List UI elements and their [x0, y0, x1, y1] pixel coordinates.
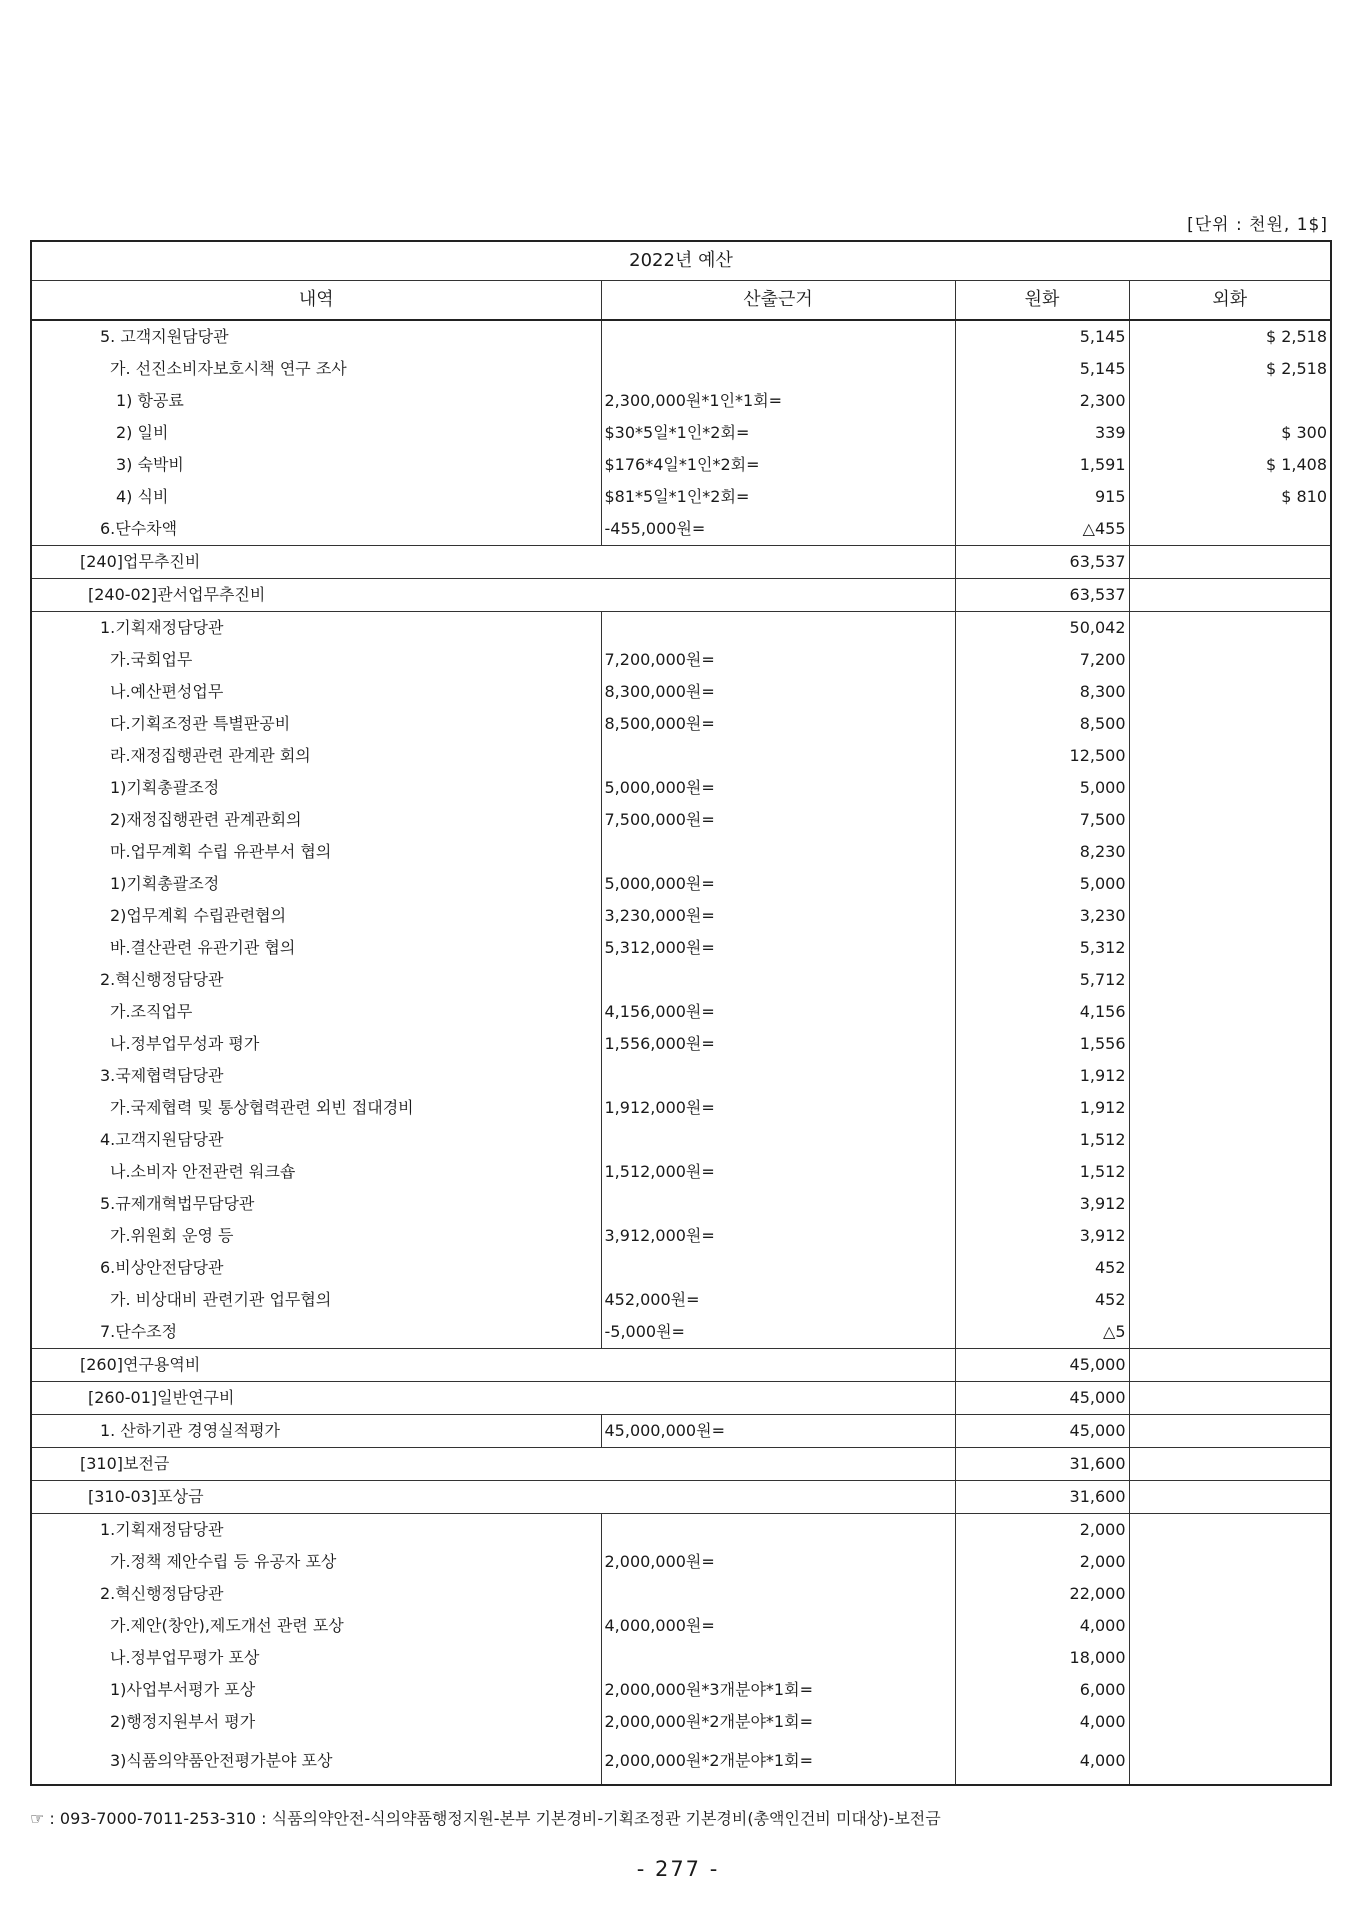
basis-cell: 1,556,000원=	[601, 1028, 955, 1060]
table-row	[31, 1415, 1331, 1448]
budget-table	[30, 240, 1332, 1786]
krw-cell: 1,512	[955, 1156, 1129, 1188]
table-row	[31, 1546, 1331, 1578]
basis-cell: 2,000,000원=	[601, 1546, 955, 1578]
krw-cell: 22,000	[955, 1578, 1129, 1610]
basis-cell: -5,000원=	[601, 1316, 955, 1349]
basis-cell	[601, 1514, 955, 1547]
usd-cell: $ 300	[1129, 417, 1331, 449]
item-cell: 1)기획총괄조정	[31, 772, 601, 804]
usd-cell	[1129, 772, 1331, 804]
table-row	[31, 513, 1331, 546]
usd-cell	[1129, 644, 1331, 676]
usd-cell	[1129, 676, 1331, 708]
col-header-basis: 산출근거	[601, 281, 955, 321]
krw-cell: 3,230	[955, 900, 1129, 932]
krw-cell: 45,000	[955, 1415, 1129, 1448]
usd-cell	[1129, 513, 1331, 546]
usd-cell: $ 810	[1129, 481, 1331, 513]
krw-cell: 5,712	[955, 964, 1129, 996]
table-row	[31, 1220, 1331, 1252]
item-cell: 나.예산편성업무	[31, 676, 601, 708]
krw-cell: 1,556	[955, 1028, 1129, 1060]
item-cell: 2) 일비	[31, 417, 601, 449]
usd-cell	[1129, 1316, 1331, 1349]
subcategory-cell: [310-03]포상금	[31, 1481, 955, 1514]
table-row	[31, 1674, 1331, 1706]
basis-cell	[601, 1060, 955, 1092]
usd-cell	[1129, 1092, 1331, 1124]
basis-cell: 8,500,000원=	[601, 708, 955, 740]
table-row	[31, 900, 1331, 932]
item-cell: 4.고객지원담당관	[31, 1124, 601, 1156]
basis-cell: $30*5일*1인*2회=	[601, 417, 955, 449]
basis-cell: 1,912,000원=	[601, 1092, 955, 1124]
krw-cell: 2,000	[955, 1514, 1129, 1547]
item-cell: 6.단수차액	[31, 513, 601, 546]
basis-cell: 2,000,000원*2개분야*1회=	[601, 1706, 955, 1738]
usd-cell	[1129, 836, 1331, 868]
usd-cell	[1129, 996, 1331, 1028]
basis-cell: 4,156,000원=	[601, 996, 955, 1028]
basis-cell: 3,912,000원=	[601, 1220, 955, 1252]
usd-cell: $ 2,518	[1129, 320, 1331, 353]
subcategory-cell: [240-02]관서업무추진비	[31, 579, 955, 612]
basis-cell: 3,230,000원=	[601, 900, 955, 932]
table-row	[31, 481, 1331, 513]
table-row	[31, 836, 1331, 868]
unit-label: [단위 : 천원, 1$]	[1187, 215, 1328, 235]
item-cell: 가.국회업무	[31, 644, 601, 676]
item-cell: 3.국제협력담당관	[31, 1060, 601, 1092]
item-cell: 4) 식비	[31, 481, 601, 513]
table-row	[31, 320, 1331, 353]
usd-cell	[1129, 1252, 1331, 1284]
krw-cell: 63,537	[955, 579, 1129, 612]
item-cell: 5.규제개혁법무담당관	[31, 1188, 601, 1220]
usd-cell	[1129, 1284, 1331, 1316]
krw-cell: 5,145	[955, 353, 1129, 385]
krw-cell: 339	[955, 417, 1129, 449]
usd-cell	[1129, 546, 1331, 579]
basis-cell	[601, 964, 955, 996]
subcategory-cell: [260-01]일반연구비	[31, 1382, 955, 1415]
krw-cell: 7,500	[955, 804, 1129, 836]
krw-cell: 4,000	[955, 1738, 1129, 1785]
usd-cell	[1129, 1674, 1331, 1706]
basis-cell: 2,300,000원*1인*1회=	[601, 385, 955, 417]
krw-cell: 4,156	[955, 996, 1129, 1028]
krw-cell: 452	[955, 1252, 1129, 1284]
item-cell: 가. 비상대비 관련기관 업무협의	[31, 1284, 601, 1316]
basis-cell	[601, 320, 955, 353]
item-cell: 가.정책 제안수립 등 유공자 포상	[31, 1546, 601, 1578]
item-cell: 1.기획재정담당관	[31, 612, 601, 645]
basis-cell: 2,000,000원*3개분야*1회=	[601, 1674, 955, 1706]
krw-cell: 12,500	[955, 740, 1129, 772]
item-cell: 2)업무계획 수립관련협의	[31, 900, 601, 932]
item-cell: 나.정부업무성과 평가	[31, 1028, 601, 1060]
table-row	[31, 385, 1331, 417]
basis-cell: 7,200,000원=	[601, 644, 955, 676]
basis-cell	[601, 1252, 955, 1284]
usd-cell	[1129, 1156, 1331, 1188]
basis-cell	[601, 353, 955, 385]
usd-cell	[1129, 1060, 1331, 1092]
usd-cell	[1129, 740, 1331, 772]
usd-cell	[1129, 932, 1331, 964]
krw-cell: 4,000	[955, 1610, 1129, 1642]
usd-cell	[1129, 1481, 1331, 1514]
item-cell: 가.조직업무	[31, 996, 601, 1028]
table-row	[31, 1316, 1331, 1349]
krw-cell: 5,145	[955, 320, 1129, 353]
usd-cell	[1129, 1028, 1331, 1060]
usd-cell: $ 1,408	[1129, 449, 1331, 481]
table-row	[31, 772, 1331, 804]
krw-cell: 1,912	[955, 1092, 1129, 1124]
item-cell: 6.비상안전담당관	[31, 1252, 601, 1284]
krw-cell: 2,000	[955, 1546, 1129, 1578]
table-row	[31, 546, 1331, 579]
basis-cell: 8,300,000원=	[601, 676, 955, 708]
table-row	[31, 932, 1331, 964]
col-header-item: 내역	[31, 281, 601, 321]
table-row	[31, 1738, 1331, 1785]
krw-cell: 3,912	[955, 1188, 1129, 1220]
category-cell: [260]연구용역비	[31, 1349, 955, 1382]
usd-cell	[1129, 1349, 1331, 1382]
item-cell: 1. 산하기관 경영실적평가	[31, 1415, 601, 1448]
krw-cell: 6,000	[955, 1674, 1129, 1706]
item-cell: 나.정부업무평가 포상	[31, 1642, 601, 1674]
table-row	[31, 708, 1331, 740]
table-row	[31, 1252, 1331, 1284]
item-cell: 2.혁신행정담당관	[31, 1578, 601, 1610]
table-row	[31, 449, 1331, 481]
item-cell: 5. 고객지원담당관	[31, 320, 601, 353]
usd-cell: $ 2,518	[1129, 353, 1331, 385]
table-row	[31, 1514, 1331, 1547]
basis-cell	[601, 836, 955, 868]
item-cell: 3) 숙박비	[31, 449, 601, 481]
basis-cell: 4,000,000원=	[601, 1610, 955, 1642]
basis-cell: 7,500,000원=	[601, 804, 955, 836]
table-row	[31, 1188, 1331, 1220]
krw-cell: 31,600	[955, 1481, 1129, 1514]
table-row	[31, 579, 1331, 612]
krw-cell: 31,600	[955, 1448, 1129, 1481]
krw-cell: 1,912	[955, 1060, 1129, 1092]
basis-cell: 45,000,000원=	[601, 1415, 955, 1448]
usd-cell	[1129, 1124, 1331, 1156]
item-cell: 3)식품의약품안전평가분야 포상	[31, 1738, 601, 1785]
category-cell: [310]보전금	[31, 1448, 955, 1481]
krw-cell: 4,000	[955, 1706, 1129, 1738]
col-header-usd: 외화	[1129, 281, 1331, 321]
krw-cell: 7,200	[955, 644, 1129, 676]
table-row	[31, 1060, 1331, 1092]
item-cell: 가. 선진소비자보호시책 연구 조사	[31, 353, 601, 385]
item-cell: 다.기획조정관 특별판공비	[31, 708, 601, 740]
usd-cell	[1129, 900, 1331, 932]
item-cell: 2)재정집행관련 관계관회의	[31, 804, 601, 836]
item-cell: 마.업무계획 수립 유관부서 협의	[31, 836, 601, 868]
usd-cell	[1129, 1514, 1331, 1547]
table-row	[31, 1092, 1331, 1124]
item-cell: 1)사업부서평가 포상	[31, 1674, 601, 1706]
krw-cell: 45,000	[955, 1349, 1129, 1382]
usd-cell	[1129, 1188, 1331, 1220]
krw-cell: 5,312	[955, 932, 1129, 964]
basis-cell	[601, 1124, 955, 1156]
table-row	[31, 417, 1331, 449]
krw-cell: 63,537	[955, 546, 1129, 579]
krw-cell: 5,000	[955, 868, 1129, 900]
table-row	[31, 1028, 1331, 1060]
krw-cell: △455	[955, 513, 1129, 546]
krw-cell: 50,042	[955, 612, 1129, 645]
budget-code-footnote: ☞ : 093-7000-7011-253-310 : 식품의약안전-식의약품행정지원-본부 기본경비-기획조정관 기본경비(총액인건비 미대상)-보전금	[30, 1809, 941, 1828]
category-cell: [240]업무추진비	[31, 546, 955, 579]
item-cell: 2.혁신행정담당관	[31, 964, 601, 996]
page-number: - 277 -	[636, 1857, 720, 1881]
item-cell: 1)기획총괄조정	[31, 868, 601, 900]
krw-cell: 8,300	[955, 676, 1129, 708]
table-row	[31, 676, 1331, 708]
table-row	[31, 612, 1331, 645]
krw-cell: 1,512	[955, 1124, 1129, 1156]
basis-cell: -455,000원=	[601, 513, 955, 546]
table-row	[31, 1284, 1331, 1316]
usd-cell	[1129, 385, 1331, 417]
table-row	[31, 1382, 1331, 1415]
basis-cell: 5,000,000원=	[601, 868, 955, 900]
table-row	[31, 1578, 1331, 1610]
basis-cell: $176*4일*1인*2회=	[601, 449, 955, 481]
table-row	[31, 964, 1331, 996]
usd-cell	[1129, 1382, 1331, 1415]
krw-cell: 915	[955, 481, 1129, 513]
item-cell: 라.재정집행관련 관계관 회의	[31, 740, 601, 772]
item-cell: 1) 항공료	[31, 385, 601, 417]
usd-cell	[1129, 612, 1331, 645]
table-title: 2022년 예산	[31, 241, 1331, 281]
krw-cell: 452	[955, 1284, 1129, 1316]
table-row	[31, 1610, 1331, 1642]
item-cell: 1.기획재정담당관	[31, 1514, 601, 1547]
table-row	[31, 644, 1331, 676]
table-row	[31, 804, 1331, 836]
basis-cell	[601, 1578, 955, 1610]
krw-cell: 3,912	[955, 1220, 1129, 1252]
item-cell: 가.제안(창안),제도개선 관련 포상	[31, 1610, 601, 1642]
table-row	[31, 868, 1331, 900]
table-row	[31, 353, 1331, 385]
table-row	[31, 1124, 1331, 1156]
krw-cell: △5	[955, 1316, 1129, 1349]
usd-cell	[1129, 1415, 1331, 1448]
basis-cell: 5,000,000원=	[601, 772, 955, 804]
table-row	[31, 1349, 1331, 1382]
basis-cell: $81*5일*1인*2회=	[601, 481, 955, 513]
usd-cell	[1129, 964, 1331, 996]
usd-cell	[1129, 1642, 1331, 1674]
basis-cell	[601, 1188, 955, 1220]
basis-cell: 452,000원=	[601, 1284, 955, 1316]
usd-cell	[1129, 804, 1331, 836]
basis-cell	[601, 740, 955, 772]
usd-cell	[1129, 868, 1331, 900]
basis-cell: 2,000,000원*2개분야*1회=	[601, 1738, 955, 1785]
table-row	[31, 1642, 1331, 1674]
krw-cell: 8,230	[955, 836, 1129, 868]
krw-cell: 8,500	[955, 708, 1129, 740]
item-cell: 바.결산관련 유관기관 협의	[31, 932, 601, 964]
usd-cell	[1129, 1448, 1331, 1481]
usd-cell	[1129, 1578, 1331, 1610]
table-row	[31, 996, 1331, 1028]
usd-cell	[1129, 1738, 1331, 1785]
item-cell: 나.소비자 안전관련 워크숍	[31, 1156, 601, 1188]
krw-cell: 5,000	[955, 772, 1129, 804]
item-cell: 7.단수조정	[31, 1316, 601, 1349]
item-cell: 가.위원회 운영 등	[31, 1220, 601, 1252]
krw-cell: 1,591	[955, 449, 1129, 481]
krw-cell: 2,300	[955, 385, 1129, 417]
table-row	[31, 1706, 1331, 1738]
usd-cell	[1129, 579, 1331, 612]
basis-cell: 5,312,000원=	[601, 932, 955, 964]
basis-cell	[601, 612, 955, 645]
table-row	[31, 1481, 1331, 1514]
krw-cell: 45,000	[955, 1382, 1129, 1415]
usd-cell	[1129, 1706, 1331, 1738]
table-row	[31, 740, 1331, 772]
table-row	[31, 1156, 1331, 1188]
item-cell: 2)행정지원부서 평가	[31, 1706, 601, 1738]
usd-cell	[1129, 1220, 1331, 1252]
table-row	[31, 1448, 1331, 1481]
item-cell: 가.국제협력 및 통상협력관련 외빈 접대경비	[31, 1092, 601, 1124]
krw-cell: 18,000	[955, 1642, 1129, 1674]
basis-cell: 1,512,000원=	[601, 1156, 955, 1188]
usd-cell	[1129, 1610, 1331, 1642]
basis-cell	[601, 1642, 955, 1674]
usd-cell	[1129, 708, 1331, 740]
col-header-krw: 원화	[955, 281, 1129, 321]
usd-cell	[1129, 1546, 1331, 1578]
